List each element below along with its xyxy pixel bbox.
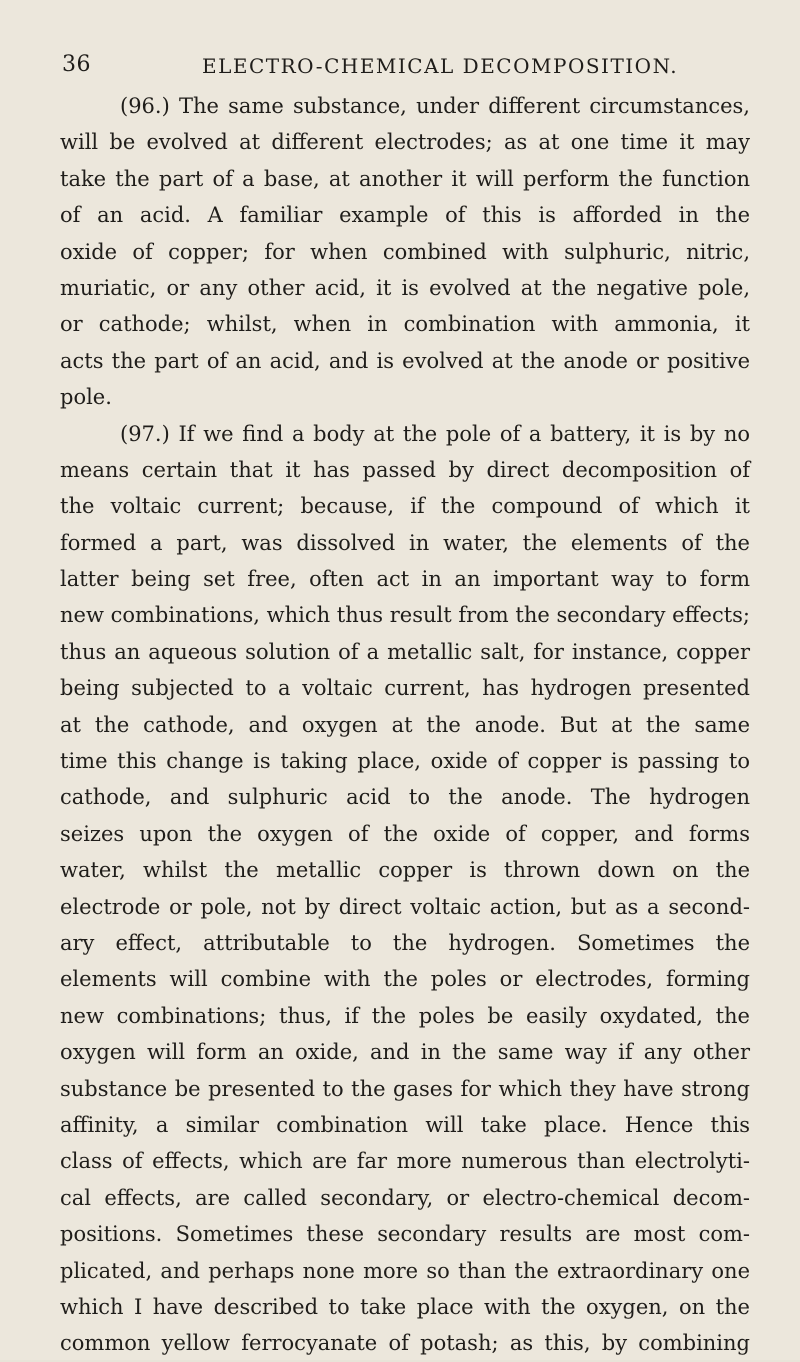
text-line: seizes upon the oxygen of the oxide of copper, and forms (60, 821, 750, 846)
text-line: will be evolved at different electrodes; as at one time it may (60, 130, 750, 155)
text-line: of an acid. A familiar example of this is afforded in the (60, 203, 750, 228)
text-line: class of effects, which are far more numerous than electrolyti- (60, 1149, 750, 1174)
text-line: means certain that it has passed by direct decomposition of (60, 457, 750, 482)
text-line: new combinations, which thus result from the secondary effects; (60, 603, 750, 628)
body-text (60, 88, 750, 1362)
text-line: the voltaic current; because, if the compound of which it (60, 494, 750, 519)
running-head (62, 52, 742, 80)
text-line: elements will combine with the poles or electrodes, forming (60, 967, 750, 992)
running-head-title: ELECTRO-CHEMICAL DECOMPOSITION. (202, 54, 679, 78)
text-line: common yellow ferrocyanate of potash; as this, by combining (60, 1331, 750, 1356)
text-line: latter being set free, often act in an important way to form (60, 567, 750, 592)
text-line: cathode, and sulphuric acid to the anode. The hydrogen (60, 785, 750, 810)
text-line: positions. Sometimes these secondary results are most com- (60, 1222, 750, 1247)
text-line: formed a part, was dissolved in water, the elements of the (60, 530, 750, 555)
text-line: substance be presented to the gases for which they have strong (60, 1076, 750, 1101)
text-line: (97.) If we find a body at the pole of a battery, it is by no (120, 421, 750, 446)
text-line: or cathode; whilst, when in combination with ammonia, it (60, 312, 750, 337)
text-line: electrode or pole, not by direct voltaic action, but as a second- (60, 894, 750, 919)
text-line: (96.) The same substance, under different circumstances, (120, 94, 750, 118)
text-line: thus an aqueous solution of a metallic salt, for instance, copper (60, 639, 750, 664)
text-line: new combinations; thus, if the poles be easily oxydated, the (60, 1003, 750, 1028)
text-line: being subjected to a voltaic current, has hydrogen presented (60, 676, 750, 701)
text-line: acts the part of an acid, and is evolved at the anode or positive (60, 348, 750, 373)
text-line: pole. (60, 385, 112, 410)
text-line: muriatic, or any other acid, it is evolved at the negative pole, (60, 275, 750, 300)
text-line: ary effect, attributable to the hydrogen. Sometimes the (60, 930, 750, 955)
text-line: at the cathode, and oxygen at the anode. But at the same (60, 712, 750, 737)
text-line: which I have described to take place with the oxygen, on the (60, 1294, 750, 1319)
text-line: affinity, a similar combination will take place. Hence this (60, 1112, 750, 1137)
text-line: oxide of copper; for when combined with sulphuric, nitric, (60, 239, 750, 264)
text-line: time this change is taking place, oxide of copper is passing to (60, 749, 750, 774)
text-line: take the part of a base, at another it will perform the function (60, 166, 750, 191)
page-number: 36 (62, 52, 91, 77)
text-line: plicated, and perhaps none more so than the extraordinary one (60, 1258, 750, 1283)
text-line: oxygen will form an oxide, and in the same way if any other (60, 1040, 750, 1065)
text-line: water, whilst the metallic copper is thrown down on the (60, 858, 750, 883)
text-line: cal effects, are called secondary, or electro-chemical decom- (60, 1185, 750, 1210)
